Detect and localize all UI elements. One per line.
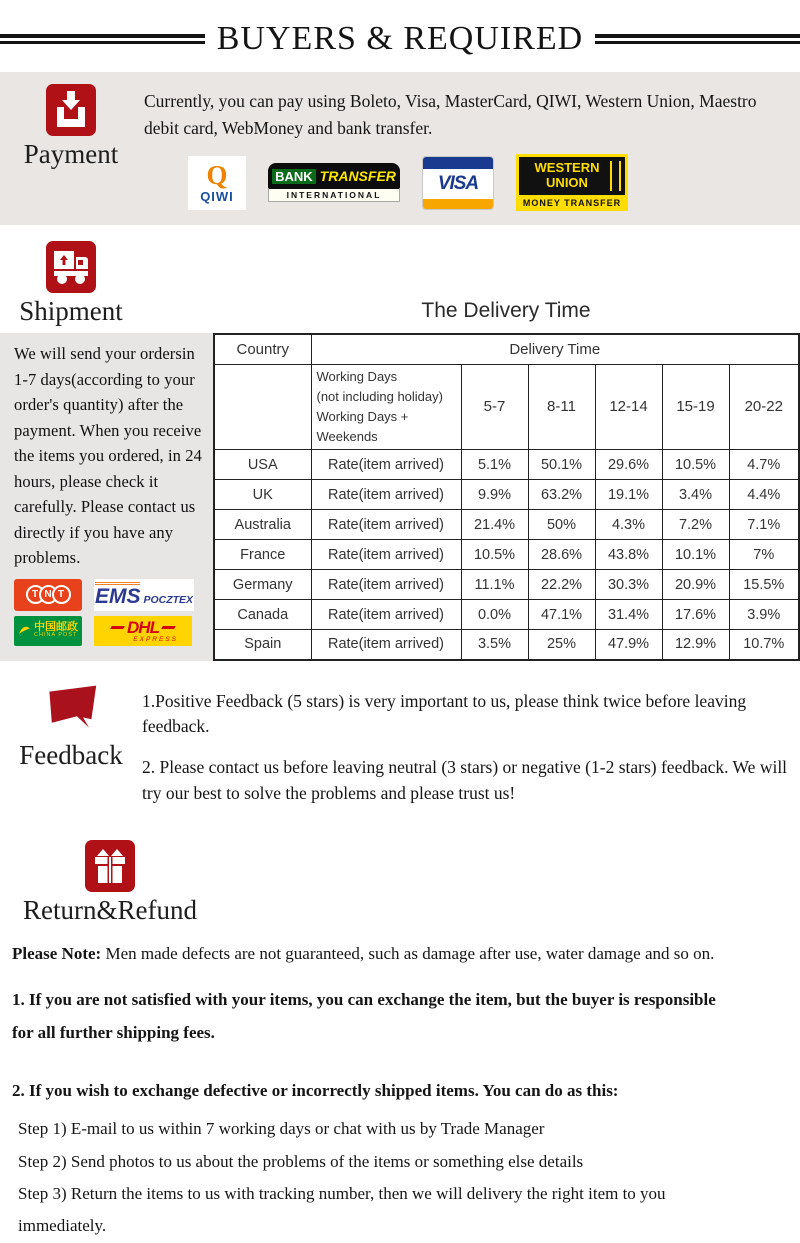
tnt-logo: [14, 579, 82, 611]
rate-value-cell: 0.0%: [461, 600, 528, 630]
rate-value-cell: 4.7%: [729, 450, 799, 480]
western-word: WESTERN: [534, 160, 600, 176]
rate-value-cell: 5.1%: [461, 450, 528, 480]
china-post-emblem-icon: [18, 624, 31, 637]
rate-value-cell: 10.5%: [461, 540, 528, 570]
country-header: Country: [214, 334, 311, 364]
rate-value-cell: 9.9%: [461, 480, 528, 510]
carrier-logos: [14, 579, 209, 646]
rate-value-cell: 10.7%: [729, 630, 799, 660]
rate-value-cell: 15.5%: [729, 570, 799, 600]
table-row: [214, 450, 799, 480]
shipment-section-head: [0, 225, 800, 333]
header-rule-right: [595, 34, 800, 44]
rate-value-cell: 10.1%: [662, 540, 729, 570]
rate-value-cell: 17.6%: [662, 600, 729, 630]
rate-value-cell: 25%: [528, 630, 595, 660]
rate-value-cell: 50.1%: [528, 450, 595, 480]
western-union-wordmark: [519, 157, 625, 195]
payment-content: [142, 84, 800, 211]
rate-value-cell: 29.6%: [595, 450, 662, 480]
return-step-2: Step 2) Send photos to us about the problems of the items or something else details: [18, 1151, 584, 1171]
rate-value-cell: 3.4%: [662, 480, 729, 510]
rate-value-cell: 3.5%: [461, 630, 528, 660]
return-steps: [12, 1113, 735, 1242]
union-word: UNION: [546, 175, 588, 191]
shipment-note: We will send your ordersin 1-7 days(according to your order's quantity) after the payment. When you receive the items you ordered, in 24 hours, please check it carefully. Please contact us directly if you have any problems.: [14, 344, 202, 568]
please-note-text: Men made defects are not guaranteed, such as damage after use, water damage and so on.: [101, 944, 715, 964]
rate-value-cell: 28.6%: [528, 540, 595, 570]
transfer-word: TRANSFER: [319, 168, 396, 185]
range-header: 20-22: [729, 364, 799, 450]
country-cell: Germany: [214, 570, 311, 600]
feedback-content: [142, 681, 788, 807]
dhl-row: [111, 619, 175, 636]
return-section-label: Return&Refund: [23, 895, 197, 926]
dhl-wordmark: DHL: [127, 617, 159, 637]
range-header: 12-14: [595, 364, 662, 450]
payment-icon-column: [0, 84, 142, 211]
table-row: [214, 630, 799, 660]
visa-top-band: [423, 157, 493, 169]
working-days-line: Working Days + Weekends: [316, 408, 409, 445]
feedback-section: [0, 681, 800, 807]
rate-label-cell: Rate(item arrived): [311, 600, 461, 630]
rate-value-cell: 30.3%: [595, 570, 662, 600]
country-cell: UK: [214, 480, 311, 510]
qiwi-wordmark: QIWI: [200, 188, 234, 204]
bank-word: BANK: [272, 169, 316, 184]
rate-value-cell: 4.3%: [595, 510, 662, 540]
return-refund-icon: [85, 840, 135, 892]
rate-value-cell: 7%: [729, 540, 799, 570]
table-row: [214, 600, 799, 630]
visa-bottom-band: [423, 199, 493, 209]
dhl-logo: [94, 616, 192, 646]
rate-value-cell: 4.4%: [729, 480, 799, 510]
payment-description: Currently, you can pay using Boleto, Visa, MasterCard, QIWI, Western Union, Maestro debit card, WebMoney and bank transfer.: [144, 91, 757, 139]
money-transfer-word: MONEY TRANSFER: [522, 198, 622, 209]
country-cell: Spain: [214, 630, 311, 660]
speech-bubble-icon: [41, 681, 101, 737]
china-post-text: [34, 622, 78, 639]
rate-value-cell: 7.2%: [662, 510, 729, 540]
tnt-letter: N: [39, 585, 58, 604]
payment-section-label: Payment: [23, 139, 119, 169]
rate-value-cell: 20.9%: [662, 570, 729, 600]
payment-logos: [188, 154, 782, 211]
dhl-express-word: EXPRESS: [133, 635, 178, 643]
working-days-cell: [311, 364, 461, 450]
rate-value-cell: 63.2%: [528, 480, 595, 510]
header-rule-left: [0, 34, 205, 44]
working-days-line: (not including holiday): [316, 388, 443, 404]
pocztex-wordmark: POCZTEX: [143, 593, 194, 606]
rate-label-cell: Rate(item arrived): [311, 570, 461, 600]
gift-box-icon: [90, 845, 130, 887]
rate-value-cell: 47.1%: [528, 600, 595, 630]
international-word: INTERNATIONAL: [268, 189, 400, 202]
rate-value-cell: 43.8%: [595, 540, 662, 570]
table-header-row: [214, 334, 799, 364]
rate-value-cell: 12.9%: [662, 630, 729, 660]
rate-value-cell: 31.4%: [595, 600, 662, 630]
working-days-line: Working Days: [316, 368, 398, 384]
bank-transfer-top: [268, 163, 400, 189]
tnt-letter: T: [52, 585, 71, 604]
rate-value-cell: 11.1%: [461, 570, 528, 600]
table-subheader-row: [214, 364, 799, 450]
rate-value-cell: 7.1%: [729, 510, 799, 540]
range-header: 5-7: [461, 364, 528, 450]
page-title: BUYERS & REQUIRED: [216, 20, 584, 57]
return-step-3: Step 3) Return the items to us with tracking number, then we will delivery the right item to you immediately.: [18, 1183, 666, 1236]
bank-transfer-logo: [268, 163, 400, 202]
country-cell: USA: [214, 450, 311, 480]
range-header: 8-11: [528, 364, 595, 450]
please-note-label: Please Note:: [12, 944, 102, 964]
rate-label-cell: Rate(item arrived): [311, 540, 461, 570]
ems-pocztex-logo: [94, 579, 194, 611]
rate-label-cell: Rate(item arrived): [311, 450, 461, 480]
rate-value-cell: 19.1%: [595, 480, 662, 510]
truck-icon: [50, 245, 92, 289]
visa-logo: [422, 156, 494, 210]
qiwi-q-mark: Q: [206, 159, 228, 190]
shipment-section-label: Shipment: [19, 296, 123, 327]
china-post-en: CHINA POST: [34, 632, 78, 639]
rate-label-cell: Rate(item arrived): [311, 480, 461, 510]
payment-section: [0, 72, 800, 225]
country-cell: France: [214, 540, 311, 570]
page-header: [0, 0, 800, 58]
range-header: 15-19: [662, 364, 729, 450]
return-point-1: 1. If you are not satisfied with your items, you can exchange the item, but the buyer is responsible for all further shipping fees.: [12, 990, 716, 1042]
dhl-dash-left: [110, 626, 125, 629]
feedback-icon-column: [0, 681, 142, 807]
rate-label-cell: Rate(item arrived): [311, 630, 461, 660]
shipment-icon-column: [0, 241, 142, 327]
return-step-1: Step 1) E-mail to us within 7 working days or chat with us by Trade Manager: [18, 1119, 545, 1139]
rate-value-cell: 21.4%: [461, 510, 528, 540]
china-post-logo: [14, 616, 82, 646]
ems-wordmark: EMS: [95, 582, 141, 607]
table-row: [214, 570, 799, 600]
rate-value-cell: 22.2%: [528, 570, 595, 600]
western-union-logo: [516, 154, 628, 211]
return-notes: [0, 926, 800, 1242]
delivery-time-header: Delivery Time: [311, 334, 799, 364]
shipment-icon: [46, 241, 96, 293]
payment-icon: [46, 84, 96, 136]
table-row: [214, 540, 799, 570]
feedback-section-label: Feedback: [19, 739, 123, 770]
download-tray-icon: [51, 89, 91, 131]
table-row: [214, 480, 799, 510]
delivery-time-title: The Delivery Time: [421, 299, 591, 323]
feedback-point-1: 1.Positive Feedback (5 stars) is very important to us, please think twice before leaving feedback.: [142, 690, 747, 737]
rate-value-cell: 3.9%: [729, 600, 799, 630]
return-icon-column: [0, 840, 220, 926]
shipment-note-panel: [0, 333, 213, 661]
table-row: [214, 510, 799, 540]
please-note-line: [12, 938, 735, 970]
tnt-letter: T: [26, 585, 45, 604]
return-point-2: 2. If you wish to exchange defective or incorrectly shipped items. You can do as this:: [12, 1081, 619, 1101]
rate-label-cell: Rate(item arrived): [311, 510, 461, 540]
qiwi-logo: [188, 156, 246, 210]
visa-wordmark: VISA: [437, 172, 479, 194]
return-section-head: [0, 840, 800, 926]
dhl-dash-right: [161, 626, 176, 629]
delivery-time-table: [213, 333, 800, 661]
rate-value-cell: 50%: [528, 510, 595, 540]
country-cell: Australia: [214, 510, 311, 540]
rate-value-cell: 10.5%: [662, 450, 729, 480]
delivery-area: [0, 333, 800, 661]
rate-value-cell: 47.9%: [595, 630, 662, 660]
feedback-point-2: 2. Please contact us before leaving neutral (3 stars) or negative (1-2 stars) feedback. We will try our best to solve the problems and please trust us!: [142, 757, 788, 803]
china-post-cn: 中国邮政: [34, 621, 78, 634]
empty-cell: [214, 364, 311, 450]
country-cell: Canada: [214, 600, 311, 630]
